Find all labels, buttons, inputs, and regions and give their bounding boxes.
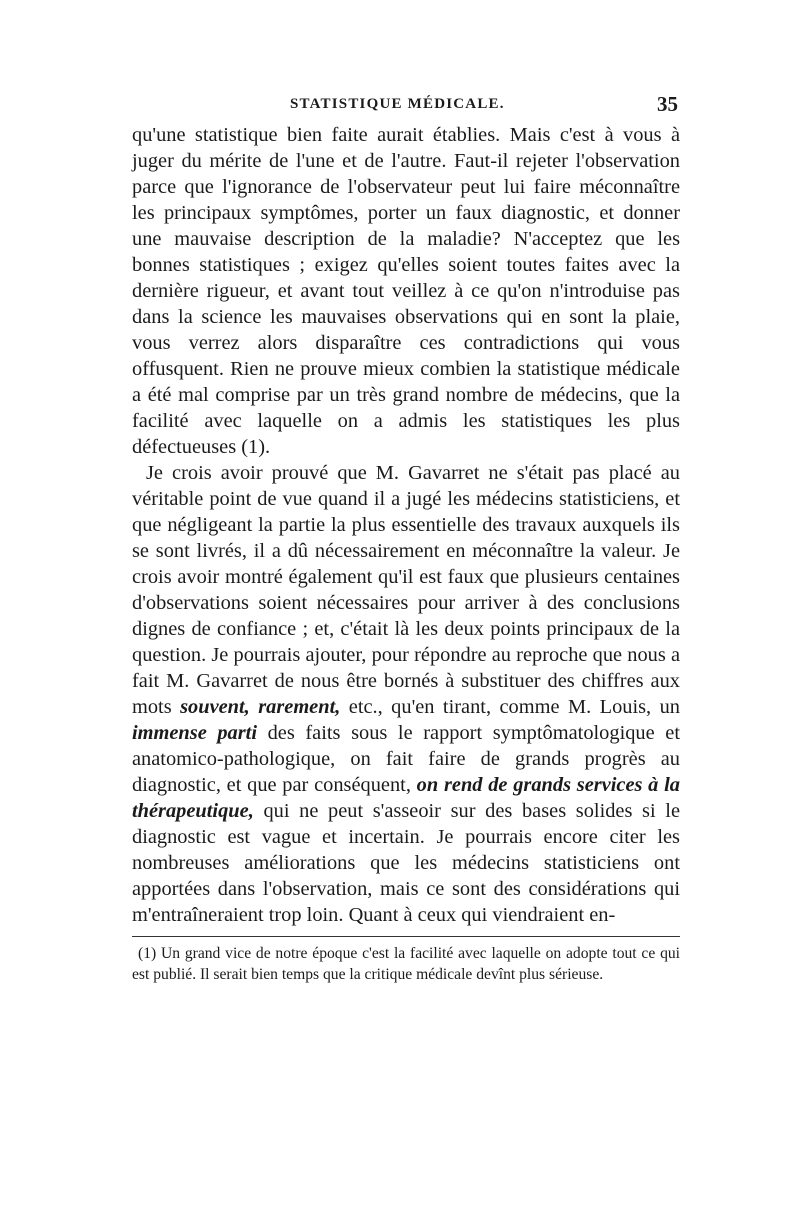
italic-grands-services: on rend de grands services à la thérapeutique, [132, 774, 680, 822]
running-head [132, 92, 680, 122]
paragraph-2-part-3: des faits sous le rapport symptômatologique et anatomico-pathologique, on fait faire de grands progrès au diagnostic, et que par conséquent, [132, 722, 680, 796]
footnote-rule [132, 936, 680, 937]
book-page [132, 92, 680, 985]
italic-souvent-rarement: souvent, rarement, [180, 696, 341, 718]
page-number: 35 [657, 92, 678, 116]
running-title: STATISTIQUE MÉDICALE. [290, 96, 505, 112]
footnote: (1) Un grand vice de notre époque c'est la facilité avec laquelle on adopte tout ce qui est publié. Il serait bien temps que la critique médicale devînt plus sérieuse. [132, 945, 680, 983]
body-text [132, 122, 680, 928]
paragraph-2-part-2: etc., qu'en tirant, comme M. Louis, un [348, 696, 680, 718]
paragraph-2-part-4: qui ne peut s'asseoir sur des bases solides si le diagnostic est vague et incertain. Je pourrais encore citer les nombreuses améliorations que les médecins statisticiens ont apportées dans l'observation, mais ce sont des considérations qui m'entraîneraient trop loin. Quant à ceux qui viendraient en- [132, 800, 680, 926]
italic-immense-parti: immense parti [132, 722, 258, 744]
paragraph-2 [132, 460, 680, 928]
paragraph-2-part-1: Je crois avoir prouvé que M. Gavarret ne s'était pas placé au véritable point de vue quand il a jugé les médecins statisticiens, et que négligeant la partie la plus essentielle des travaux auxquels ils se sont livrés, il a dû nécessairement en méconnaître la valeur. Je crois avoir montré également qu'il est faux que plusieurs centaines d'observations soient nécessaires pour arriver à des conclusions dignes de confiance ; et, c'était là les deux points principaux de la question. Je pourrais ajouter, pour répondre au reproche que nous a fait M. Gavarret de nous être bornés à substituer des chiffres aux mots [132, 462, 680, 718]
paragraph-1: qu'une statistique bien faite aurait établies. Mais c'est à vous à juger du mérite de l'une et de l'autre. Faut-il rejeter l'observation parce que l'ignorance de l'observateur peut lui faire méconnaître les principaux symptômes, porter un faux diagnostic, et donner une mauvaise description de la maladie? N'acceptez que les bonnes statistiques ; exigez qu'elles soient toutes faites avec la dernière rigueur, et avant tout veillez à ce qu'on n'introduise pas dans la science les mauvaises observations qui en sont la plaie, vous verrez alors disparaître ces contradictions qui vous offusquent. Rien ne prouve mieux combien la statistique médicale a été mal comprise par un très grand nombre de médecins, que la facilité avec laquelle on a admis les statistiques les plus défectueuses (1). [132, 124, 680, 458]
